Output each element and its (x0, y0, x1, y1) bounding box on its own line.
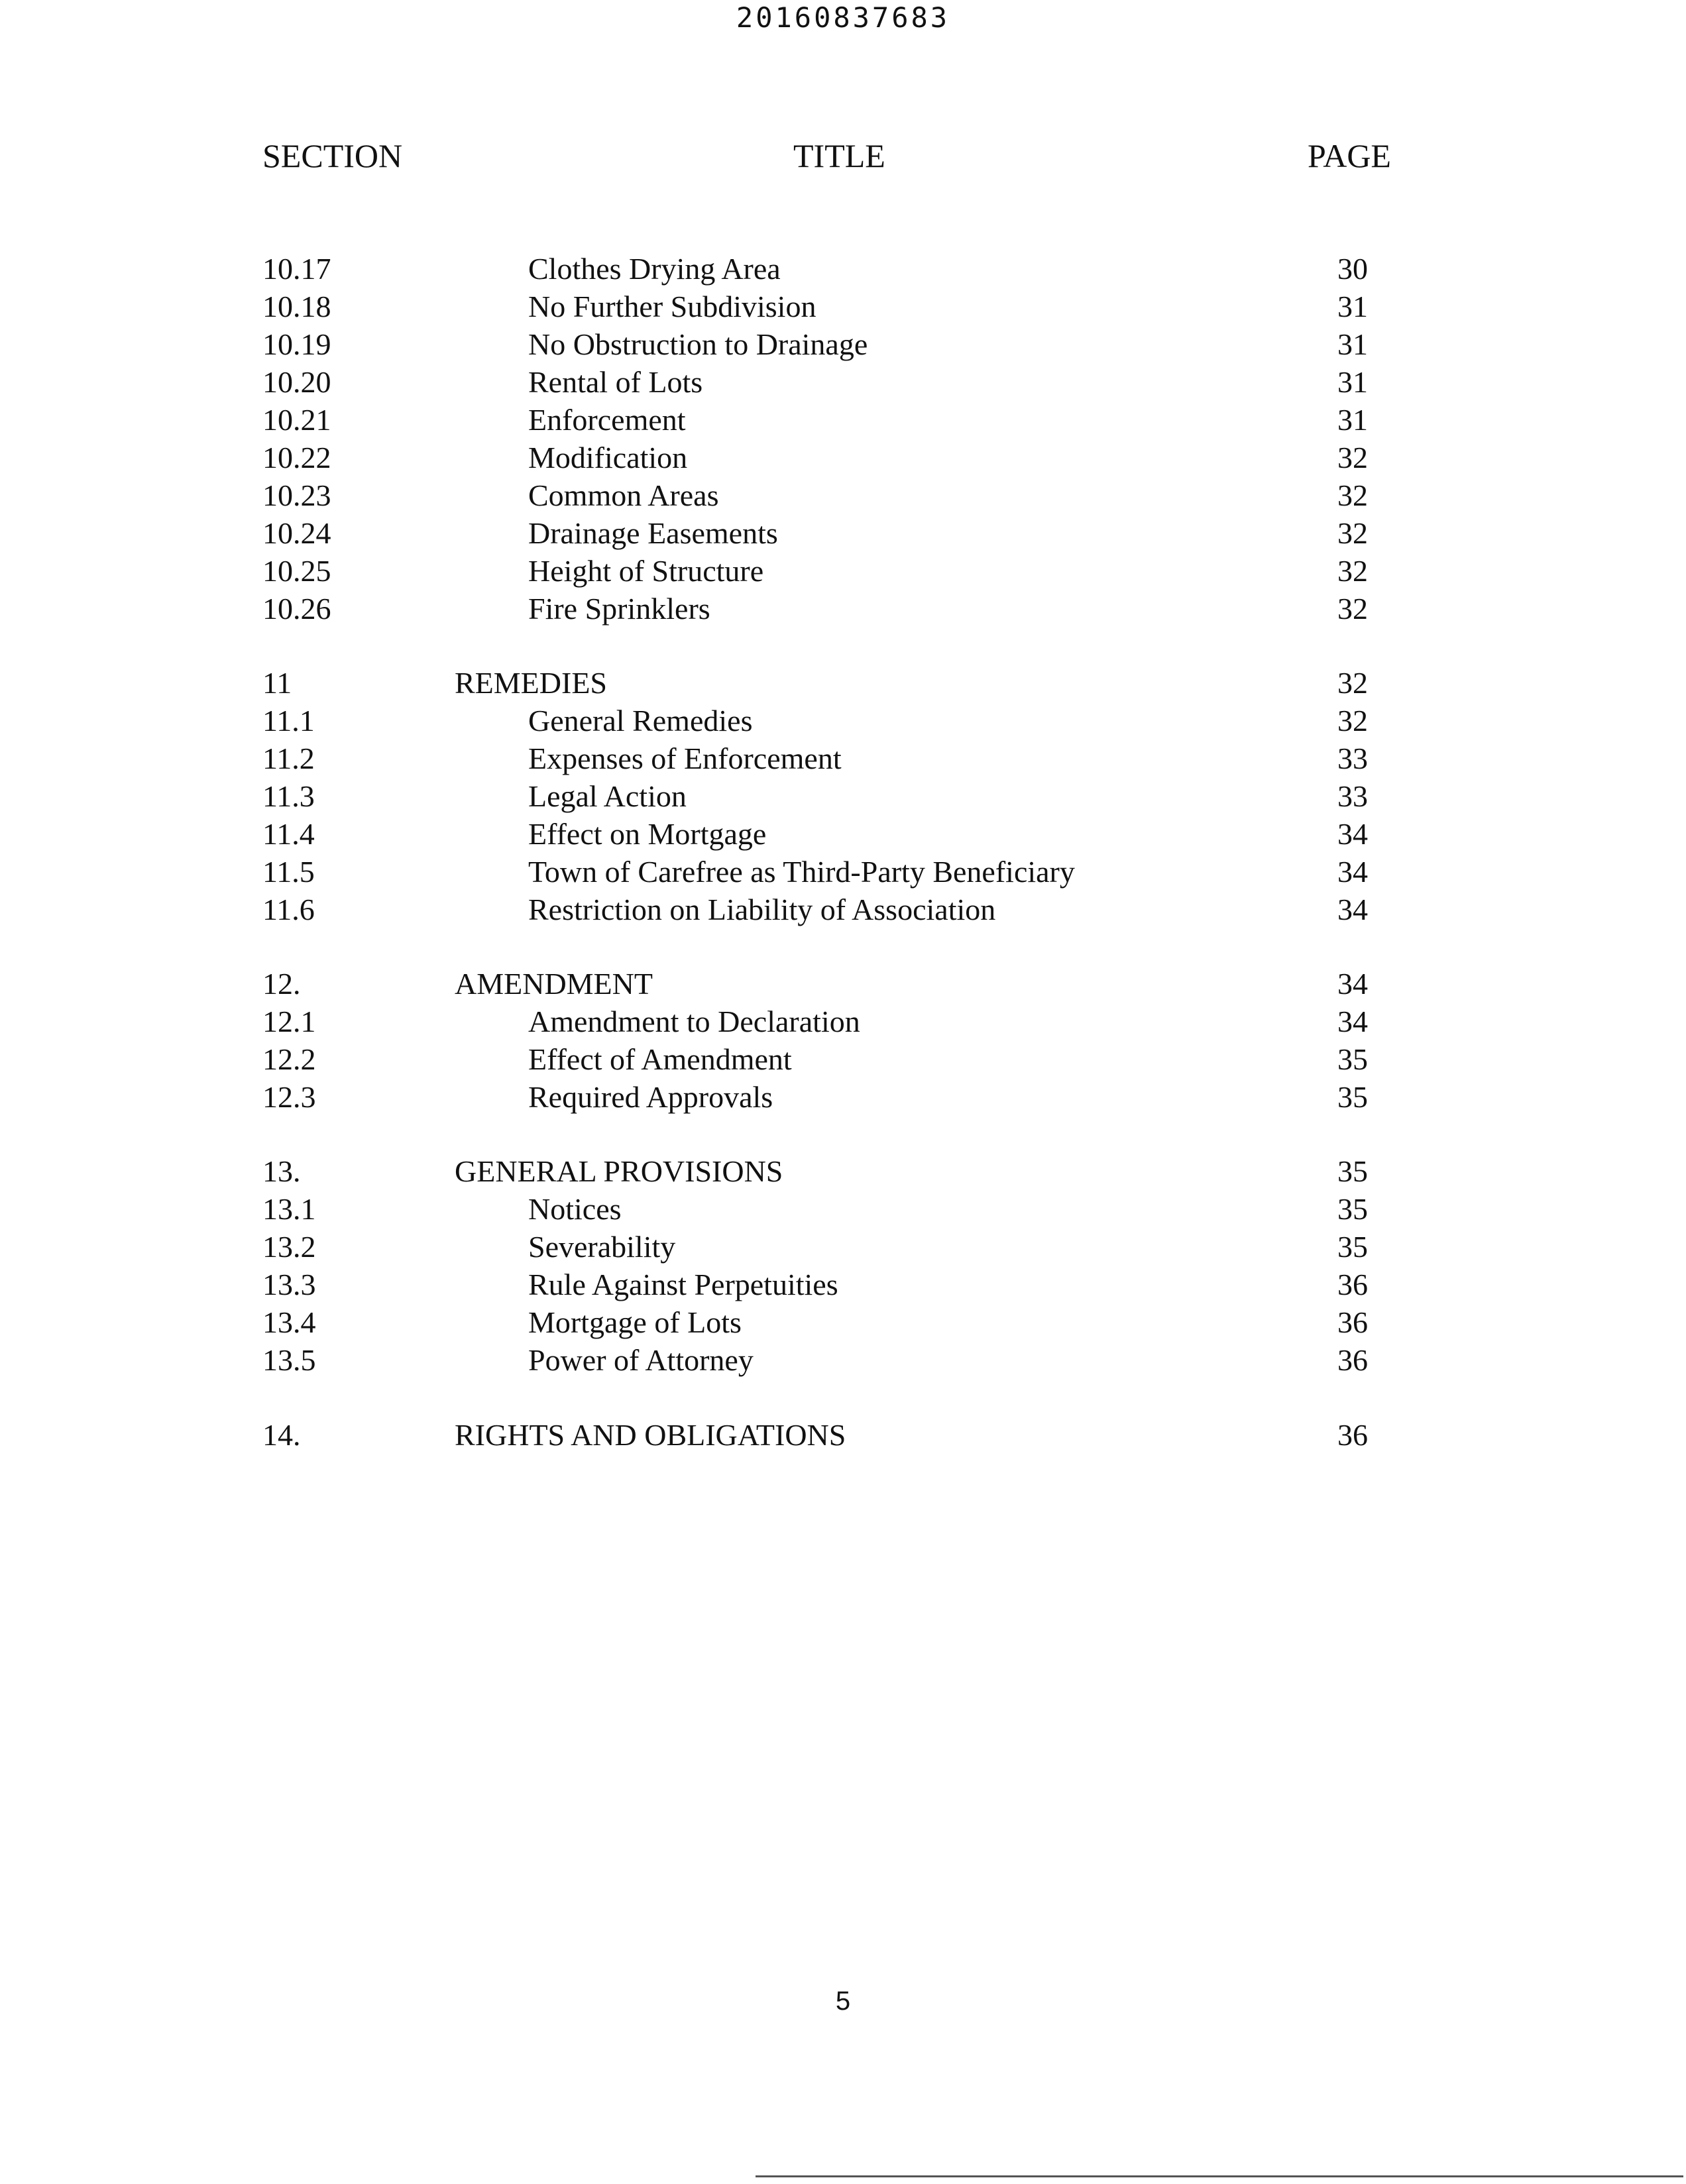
toc-entry (0, 891, 1686, 928)
entry-page: 36 (1337, 1305, 1368, 1339)
entry-number: 10.17 (262, 252, 331, 286)
entry-title: Rule Against Perpetuities (528, 1268, 838, 1301)
entry-page: 35 (1337, 1042, 1368, 1076)
toc-entry (0, 1266, 1686, 1303)
entry-number: 13. (262, 1154, 301, 1188)
entry-title: Effect on Mortgage (528, 817, 767, 851)
scan-edge-line (756, 2175, 1683, 2177)
entry-title: Height of Structure (528, 554, 764, 588)
toc-section-heading (0, 1416, 1686, 1454)
entry-page: 32 (1337, 592, 1368, 626)
entry-page: 34 (1337, 893, 1368, 926)
entry-page: 35 (1337, 1230, 1368, 1264)
toc-entry (0, 1003, 1686, 1040)
entry-title: RIGHTS AND OBLIGATIONS (455, 1418, 846, 1452)
entry-number: 10.23 (262, 478, 331, 512)
entry-title: Clothes Drying Area (528, 252, 781, 286)
entry-title: Fire Sprinklers (528, 592, 710, 626)
page-number: 5 (835, 1987, 851, 2016)
entry-title: No Obstruction to Drainage (528, 327, 868, 361)
entry-title: Enforcement (528, 403, 686, 437)
entry-title: Amendment to Declaration (528, 1005, 860, 1038)
entry-page: 34 (1337, 855, 1368, 889)
entry-page: 36 (1337, 1343, 1368, 1377)
toc-section-heading (0, 1152, 1686, 1190)
toc-entry (0, 363, 1686, 401)
entry-page: 32 (1337, 704, 1368, 737)
entry-number: 12.2 (262, 1042, 316, 1076)
entry-number: 13.1 (262, 1192, 316, 1226)
entry-title: REMEDIES (455, 666, 607, 700)
entry-title: Effect of Amendment (528, 1042, 792, 1076)
entry-title: No Further Subdivision (528, 290, 816, 323)
entry-number: 13.3 (262, 1268, 316, 1301)
entry-page: 35 (1337, 1080, 1368, 1114)
entry-title: Severability (528, 1230, 676, 1264)
entry-number: 13.5 (262, 1343, 316, 1377)
entry-page: 32 (1337, 516, 1368, 550)
entry-number: 11.3 (262, 779, 315, 813)
entry-number: 10.25 (262, 554, 331, 588)
toc-entry (0, 590, 1686, 628)
entry-number: 11.6 (262, 893, 315, 926)
entry-number: 13.2 (262, 1230, 316, 1264)
toc-entry (0, 1190, 1686, 1228)
entry-page: 31 (1337, 403, 1368, 437)
entry-number: 10.26 (262, 592, 331, 626)
entry-page: 31 (1337, 290, 1368, 323)
entry-page: 32 (1337, 441, 1368, 474)
toc-entry (0, 552, 1686, 590)
entry-number: 12.1 (262, 1005, 316, 1038)
entry-number: 10.21 (262, 403, 331, 437)
entry-title: Common Areas (528, 478, 719, 512)
entry-page: 35 (1337, 1154, 1368, 1188)
entry-number: 11.1 (262, 704, 315, 737)
toc-entry (0, 250, 1686, 288)
toc-section-heading (0, 664, 1686, 702)
entry-number: 10.22 (262, 441, 331, 474)
entry-title: Town of Carefree as Third-Party Beneficiary (528, 855, 1075, 889)
entry-title: Required Approvals (528, 1080, 773, 1114)
column-header-section: SECTION (262, 137, 403, 174)
toc-entry (0, 476, 1686, 514)
toc-entry (0, 288, 1686, 325)
column-header-title: TITLE (793, 137, 885, 174)
entry-page: 34 (1337, 1005, 1368, 1038)
entry-number: 14. (262, 1418, 301, 1452)
entry-title: Mortgage of Lots (528, 1305, 742, 1339)
toc-entry (0, 702, 1686, 739)
entry-number: 11.4 (262, 817, 315, 851)
toc-entry (0, 777, 1686, 815)
entry-title: Rental of Lots (528, 365, 703, 399)
document-number: 20160837683 (736, 1, 950, 34)
toc-entry (0, 401, 1686, 439)
toc-entry (0, 815, 1686, 853)
column-header-page: PAGE (1308, 137, 1391, 174)
entry-number: 10.19 (262, 327, 331, 361)
toc-entry (0, 514, 1686, 552)
toc-entry (0, 1303, 1686, 1341)
toc-section-heading (0, 965, 1686, 1003)
entry-number: 11 (262, 666, 292, 700)
entry-title: Notices (528, 1192, 622, 1226)
entry-page: 32 (1337, 554, 1368, 588)
entry-number: 13.4 (262, 1305, 316, 1339)
entry-title: AMENDMENT (455, 967, 653, 1001)
entry-page: 33 (1337, 741, 1368, 775)
entry-page: 31 (1337, 327, 1368, 361)
entry-page: 32 (1337, 666, 1368, 700)
entry-page: 35 (1337, 1192, 1368, 1226)
entry-title: Drainage Easements (528, 516, 778, 550)
toc-entry (0, 1040, 1686, 1078)
entry-title: Modification (528, 441, 688, 474)
toc-entry (0, 739, 1686, 777)
entry-title: Expenses of Enforcement (528, 741, 842, 775)
entry-title: Power of Attorney (528, 1343, 754, 1377)
toc-entry (0, 325, 1686, 363)
entry-number: 11.5 (262, 855, 315, 889)
entry-page: 34 (1337, 967, 1368, 1001)
toc-entry (0, 1341, 1686, 1379)
entry-page: 32 (1337, 478, 1368, 512)
toc-entry (0, 1078, 1686, 1116)
entry-number: 12. (262, 967, 301, 1001)
entry-number: 12.3 (262, 1080, 316, 1114)
entry-number: 10.24 (262, 516, 331, 550)
entry-page: 31 (1337, 365, 1368, 399)
entry-title: General Remedies (528, 704, 753, 737)
toc-entry (0, 439, 1686, 476)
entry-page: 36 (1337, 1268, 1368, 1301)
entry-page: 36 (1337, 1418, 1368, 1452)
entry-title: GENERAL PROVISIONS (455, 1154, 783, 1188)
entry-title: Restriction on Liability of Association (528, 893, 996, 926)
entry-number: 11.2 (262, 741, 315, 775)
entry-page: 33 (1337, 779, 1368, 813)
toc-entry (0, 1228, 1686, 1266)
entry-page: 30 (1337, 252, 1368, 286)
toc-entry (0, 853, 1686, 891)
entry-page: 34 (1337, 817, 1368, 851)
entry-number: 10.20 (262, 365, 331, 399)
entry-number: 10.18 (262, 290, 331, 323)
entry-title: Legal Action (528, 779, 687, 813)
